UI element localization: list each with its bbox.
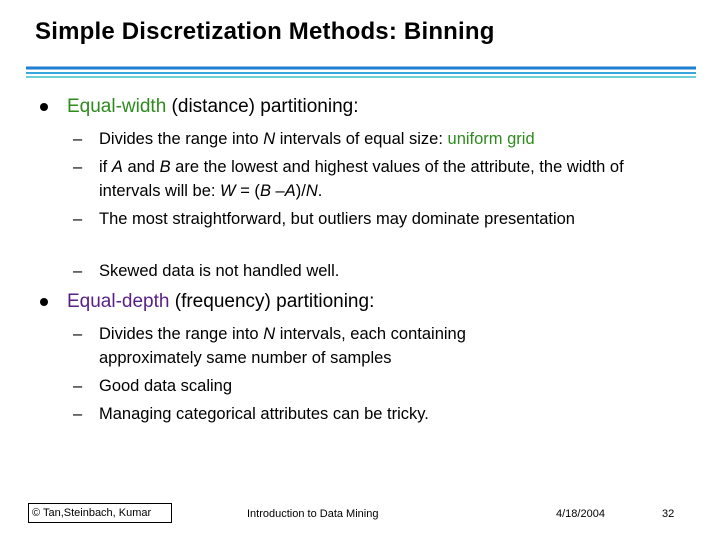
title-underline bbox=[26, 66, 696, 80]
dash-marker: – bbox=[73, 158, 83, 176]
sub-bullet-text: Good data scaling bbox=[99, 377, 233, 395]
footer-date: 4/18/2004 bbox=[556, 508, 605, 520]
dash-marker: – bbox=[73, 377, 83, 395]
sub-bullet-text: The most straightforward, but outliers may dominate presentation bbox=[99, 210, 575, 228]
bullet-rest: (frequency) partitioning: bbox=[169, 291, 375, 312]
bullet-text bbox=[67, 95, 359, 118]
bullet-rest: (distance) partitioning: bbox=[166, 96, 359, 117]
term-uniform-grid: uniform grid bbox=[447, 130, 535, 148]
sub-bullet-text: Skewed data is not handled well. bbox=[99, 262, 340, 280]
term-equal-depth: Equal-depth bbox=[67, 291, 170, 312]
sub-bullet-text: Managing categorical attributes can be tricky. bbox=[99, 405, 429, 423]
bullet-text bbox=[67, 290, 374, 313]
dash-marker: – bbox=[73, 262, 83, 280]
dash-marker: – bbox=[73, 325, 83, 343]
footer-page-number: 32 bbox=[662, 508, 675, 520]
sub-bullet-text: Divides the range into N intervals, each containing approximately same number of samples bbox=[99, 325, 466, 367]
bullet-dot bbox=[40, 298, 48, 306]
sub-bullet-text: if A and B are the lowest and highest values of the attribute, the width of intervals will be: W = (B –A)/N. bbox=[99, 158, 624, 200]
dash-marker: – bbox=[73, 405, 83, 423]
dash-marker: – bbox=[73, 210, 83, 228]
bullet-dot bbox=[40, 103, 48, 111]
dash-marker: – bbox=[73, 130, 83, 148]
slide-title: Simple Discretization Methods: Binning bbox=[35, 18, 495, 45]
footer-copyright: © Tan,Steinbach, Kumar bbox=[28, 503, 172, 523]
term-equal-width: Equal-width bbox=[67, 96, 167, 117]
footer-course-title: Introduction to Data Mining bbox=[247, 508, 379, 520]
sub-bullet-text: Divides the range into N intervals of equal size: uniform grid bbox=[99, 130, 535, 148]
